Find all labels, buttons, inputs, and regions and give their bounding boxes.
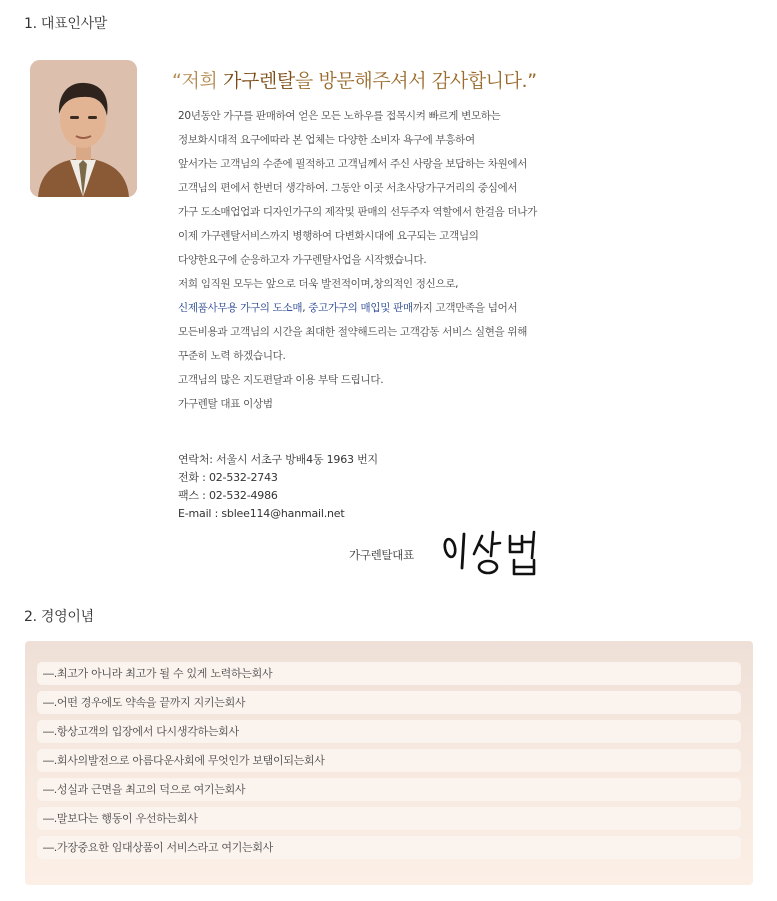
headline-open: “저희: [172, 70, 223, 92]
highlight-used-furniture: 중고가구의 매입및 판매: [308, 302, 413, 314]
philosophy-item: ―.회사의발전으로 아름다운사회에 무엇인가 보탬이되는회사: [37, 749, 741, 772]
management-philosophy-box: [25, 641, 753, 885]
philosophy-item: ―.항상고객의 입장에서 다시생각하는회사: [37, 720, 741, 743]
greeting-line: 고객님의 편에서 한번더 생각하여. 그동안 이곳 서초사당가구거리의 중심에서: [178, 182, 518, 194]
section-title-greeting: 1. 대표인사말: [24, 16, 108, 32]
greeting-line: 가구 도소매업업과 디자인가구의 제작및 판매의 선두주자 역할에서 한걸음 더나가: [178, 206, 537, 218]
highlight-new-office-furniture: 신제품사무용 가구의 도소매: [178, 302, 303, 314]
greeting-line: 고객님의 많은 지도편달과 이용 부탁 드립니다.: [178, 374, 384, 386]
greeting-line: 가구렌탈 대표 이상범: [178, 398, 273, 410]
philosophy-item: ―.가장중요한 임대상품이 서비스라고 여기는회사: [37, 836, 741, 859]
contact-info: [178, 452, 378, 524]
greeting-line: 정보화시대적 요구에따라 본 업체는 다양한 소비자 욕구에 부흥하여: [178, 134, 475, 146]
contact-address: 연락처: 서울시 서초구 방배4동 1963 번지: [178, 453, 378, 466]
greeting-line: 모든비용과 고객님의 시간을 최대한 절약해드리는 고객감동 서비스 실현을 위해: [178, 326, 528, 338]
greeting-line: 다양한요구에 순응하고자 가구렌탈사업을 시작했습니다.: [178, 254, 427, 266]
philosophy-item: ―.최고가 아니라 최고가 될 수 있게 노력하는회사: [37, 662, 741, 685]
philosophy-item: ―.어떤 경우에도 약속을 끝까지 지키는회사: [37, 691, 741, 714]
headline-rest: 을 방문해주셔서 감사합니다.”: [294, 70, 537, 92]
contact-fax: 팩스 : 02-532-4986: [178, 489, 278, 502]
greeting-line: 꾸준히 노력 하겠습니다.: [178, 350, 286, 362]
philosophy-item: ―.성실과 근면을 최고의 덕으로 여기는회사: [37, 778, 741, 801]
signature-label: 가구렌탈대표: [349, 548, 414, 562]
greeting-highlight-line: [178, 300, 598, 324]
highlight-separator: ,: [302, 302, 309, 314]
greeting-line: 20년동안 가구를 판매하여 얻은 모든 노하우를 접목시켜 빠르게 변모하는: [178, 110, 501, 122]
greeting-line: 저희 임직원 모두는 앞으로 더욱 발전적이며,창의적인 정신으로,: [178, 278, 459, 290]
handwritten-signature: [438, 526, 550, 578]
greeting-line: 이제 가구렌탈서비스까지 병행하여 다변화시대에 요구되는 고객님의: [178, 230, 479, 242]
section-title-philosophy: 2. 경영이념: [24, 609, 94, 625]
portrait-image: [30, 60, 137, 197]
greeting-line: 앞서가는 고객님의 수준에 필적하고 고객님께서 주신 사랑을 보답하는 차원에서: [178, 158, 528, 170]
philosophy-item: ―.말보다는 행동이 우선하는회사: [37, 807, 741, 830]
contact-email[interactable]: E-mail : sblee114@hanmail.net: [178, 507, 345, 520]
highlight-rest: 까지 고객만족을 넘어서: [412, 302, 518, 314]
contact-phone: 전화 : 02-532-2743: [178, 471, 278, 484]
ceo-portrait: [30, 60, 137, 197]
headline-brand: 가구렌탈: [223, 70, 295, 92]
greeting-body: [178, 108, 598, 420]
greeting-headline: [172, 66, 537, 93]
